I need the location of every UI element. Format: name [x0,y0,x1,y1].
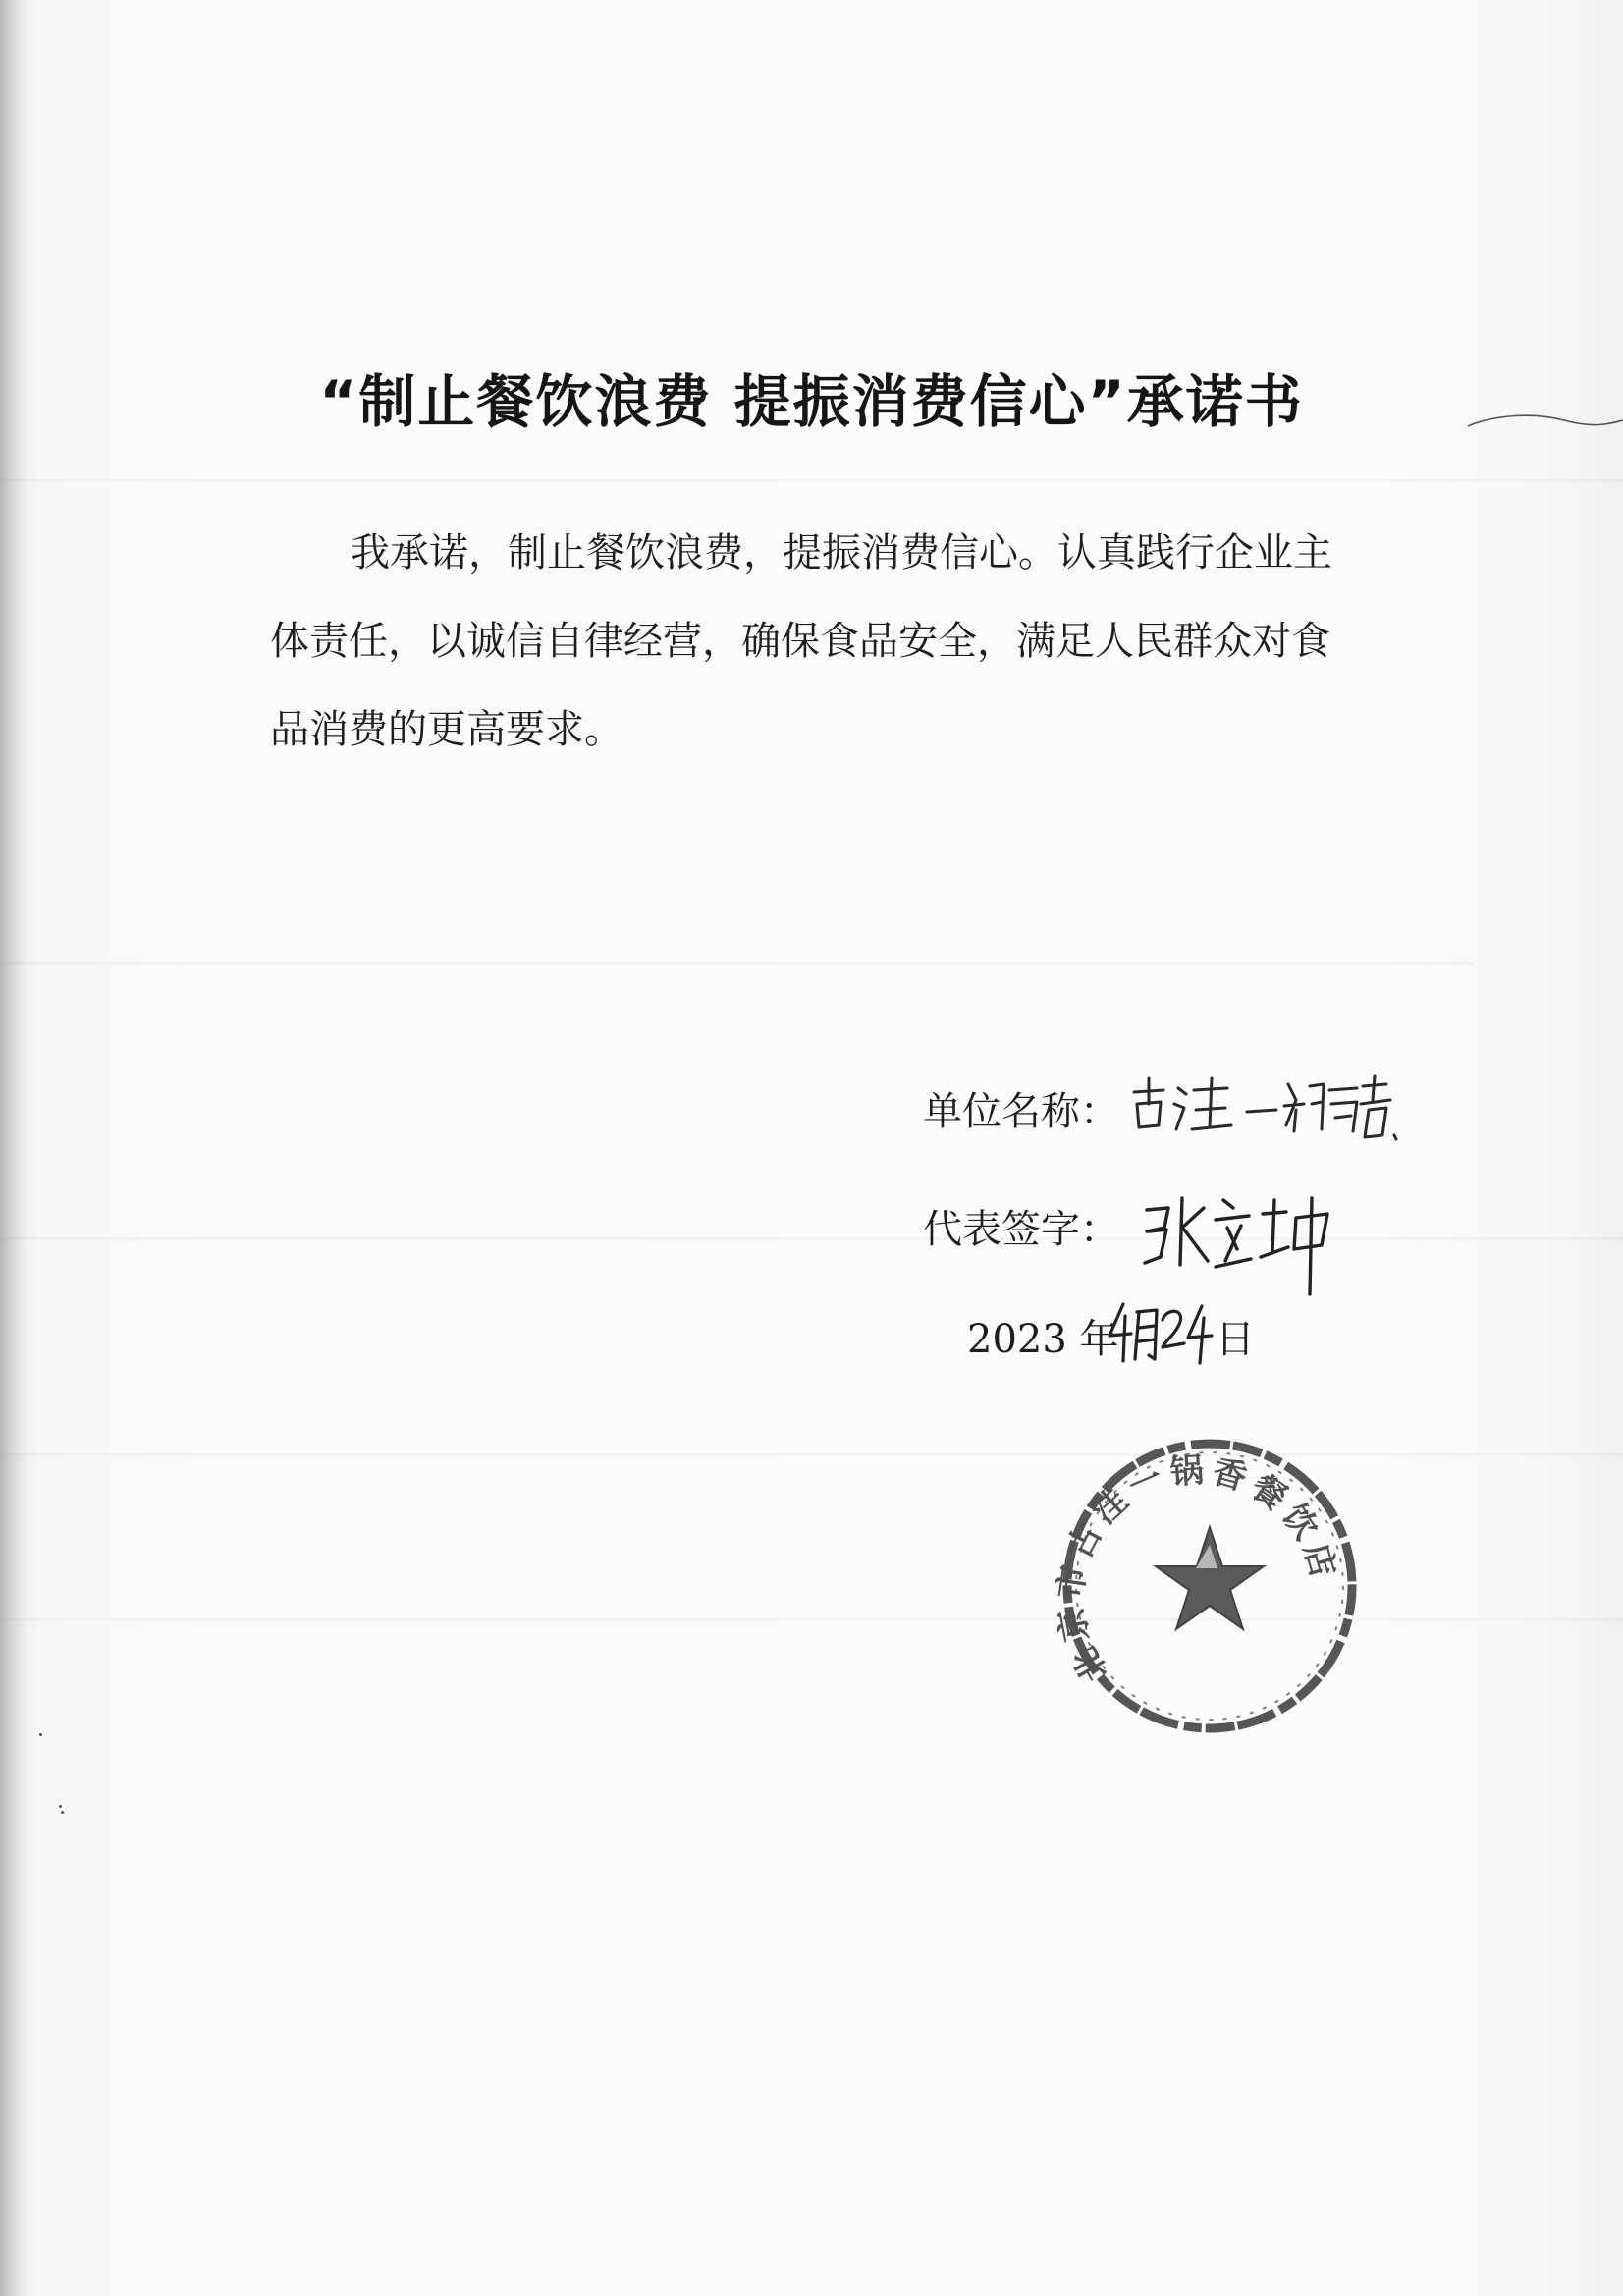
page-title: “制止餐饮浪费 提振消费信心”承诺书 [319,368,1304,435]
scan-streak [0,962,1473,965]
scan-streak [0,479,1623,482]
unit-name-label: 单位名称： [923,1089,1119,1134]
scan-speck [59,1805,62,1808]
body-line: 品消费的更高要求。 [270,707,623,752]
date-year-char: 年 [1079,1317,1119,1362]
scan-speck [39,1733,42,1736]
date-day-char: 日 [1216,1317,1255,1362]
date-month-day-handwriting [1106,1298,1216,1367]
body-line: 我承诺，制止餐饮浪费，提振消费信心。认真践行企业主 [351,530,1332,575]
date-year: 2023 [967,1317,1067,1362]
scan-speck [61,1811,64,1814]
scan-streak [0,1237,1623,1240]
svg-text:北京市古洼一锅香餐饮店: 北京市古洼一锅香餐饮店 [1051,1450,1345,1689]
commitment-body [270,509,1448,774]
representative-label: 代表签字： [923,1207,1119,1252]
official-seal-stamp [1031,1429,1384,1743]
body-line: 体责任，以诚信自律经营，确保食品安全，满足人民群众对食 [270,619,1330,664]
unit-name-handwriting [1129,1070,1404,1149]
representative-signature [1139,1188,1335,1296]
scan-left-edge [0,0,26,2296]
date-line [967,1308,1119,1364]
